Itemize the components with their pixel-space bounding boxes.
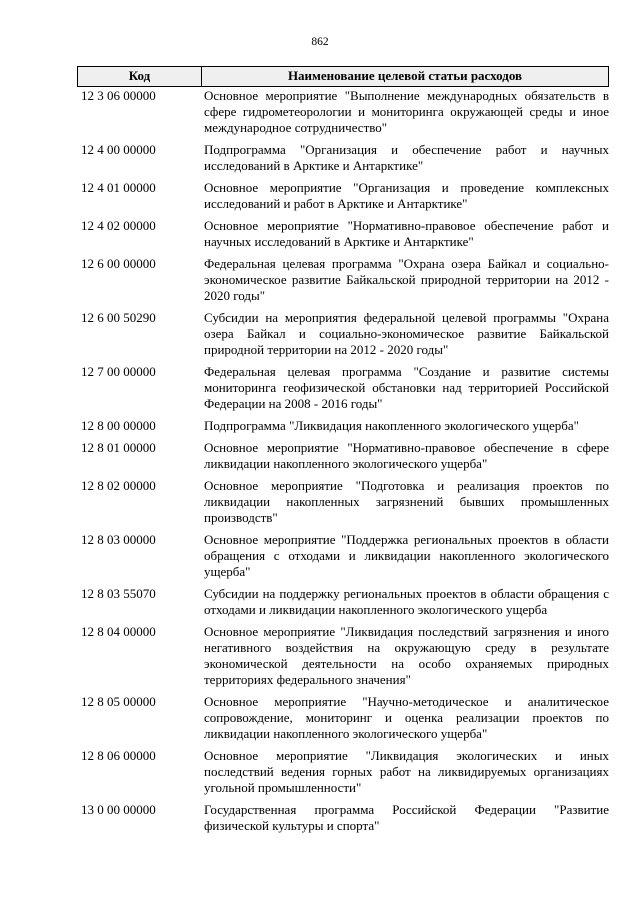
table-row: [77, 142, 609, 174]
row-name: Субсидии на мероприятия федеральной целевой программы "Охрана озера Байкал и социально-экономическое развитие Байкальской природной территории на 2012 - 2020 годы": [204, 310, 609, 357]
row-code: 12 8 01 00000: [81, 440, 156, 455]
row-name: Подпрограмма "Организация и обеспечение работ и научных исследований в Арктике и Антарктике": [204, 142, 609, 173]
row-name: Основное мероприятие "Ликвидация последствий загрязнения и иного негативного воздействия на окружающую среду в результате экономической деятельности на особо охраняемых природных территориях федерального значения": [204, 624, 609, 687]
table-row: [77, 478, 609, 526]
row-name: Основное мероприятие "Научно-методическое и аналитическое сопровождение, мониторинг и оценка реализации проектов по ликвидации накопленного экологического ущерба": [204, 694, 609, 741]
row-name: Федеральная целевая программа "Создание и развитие системы мониторинга геофизической обстановки над территорией Российской Федерации на 2008 - 2016 годы": [204, 364, 609, 411]
table-header: [77, 66, 609, 87]
row-name: Основное мероприятие "Поддержка региональных проектов в области обращения с отходами и ликвидации накопленного экологического ущерба": [204, 532, 609, 579]
row-code: 12 8 02 00000: [81, 478, 156, 493]
row-code: 12 8 04 00000: [81, 624, 156, 639]
row-name: Подпрограмма "Ликвидация накопленного экологического ущерба": [204, 418, 579, 433]
row-code: 12 4 00 00000: [81, 142, 156, 157]
table-row: [77, 310, 609, 358]
row-code: 12 8 05 00000: [81, 694, 156, 709]
row-name: Основное мероприятие "Подготовка и реализация проектов по ликвидации накопленных загрязнений бывших промышленных производств": [204, 478, 609, 525]
row-code: 12 8 03 55070: [81, 586, 156, 601]
table-row: [77, 586, 609, 618]
table-row: [77, 418, 609, 434]
row-name: Основное мероприятие "Ликвидация экологических и иных последствий ведения горных работ на ликвидируемых организациях угольной промышленности": [204, 748, 609, 795]
row-code: 12 8 06 00000: [81, 748, 156, 763]
table-row: [77, 802, 609, 834]
table-row: [77, 694, 609, 742]
page-number: 862: [311, 36, 329, 48]
table-row: [77, 532, 609, 580]
row-name: Федеральная целевая программа "Охрана озера Байкал и социально-экономическое развитие Байкальской природной территории на 2012 - 2020 годы": [204, 256, 609, 303]
row-code: 12 3 06 00000: [81, 88, 156, 103]
row-code: 12 4 02 00000: [81, 218, 156, 233]
table-row: [77, 440, 609, 472]
row-code: 13 0 00 00000: [81, 802, 156, 817]
table-row: [77, 624, 609, 688]
row-code: 12 8 03 00000: [81, 532, 156, 547]
table-row: [77, 218, 609, 250]
row-name: Государственная программа Российской Федерации "Развитие физической культуры и спорта": [204, 802, 609, 833]
row-name: Основное мероприятие "Организация и проведение комплексных исследований и работ в Арктике и Антарктике": [204, 180, 609, 211]
row-code: 12 4 01 00000: [81, 180, 156, 195]
row-name: Основное мероприятие "Нормативно-правовое обеспечение в сфере ликвидации накопленного экологического ущерба": [204, 440, 609, 471]
table-body: [77, 88, 609, 834]
table-row: [77, 88, 609, 136]
budget-code-table: [77, 66, 609, 834]
row-code: 12 6 00 50290: [81, 310, 156, 325]
header-code: Код: [78, 67, 202, 86]
row-name: Основное мероприятие "Выполнение международных обязательств в сфере гидрометеорологии и мониторинга окружающей среды и иное международное сотрудничество": [204, 88, 609, 135]
table-row: [77, 748, 609, 796]
row-code: 12 8 00 00000: [81, 418, 156, 433]
header-name: Наименование целевой статьи расходов: [287, 68, 523, 83]
row-code: 12 7 00 00000: [81, 364, 156, 379]
table-row: [77, 364, 609, 412]
table-row: [77, 180, 609, 212]
row-code: 12 6 00 00000: [81, 256, 156, 271]
table-row: [77, 256, 609, 304]
row-name: Субсидии на поддержку региональных проектов в области обращения с отходами и ликвидации накопленного экологического ущерба: [204, 586, 609, 617]
row-name: Основное мероприятие "Нормативно-правовое обеспечение работ и научных исследований в Арктике и Антарктике": [204, 218, 609, 249]
